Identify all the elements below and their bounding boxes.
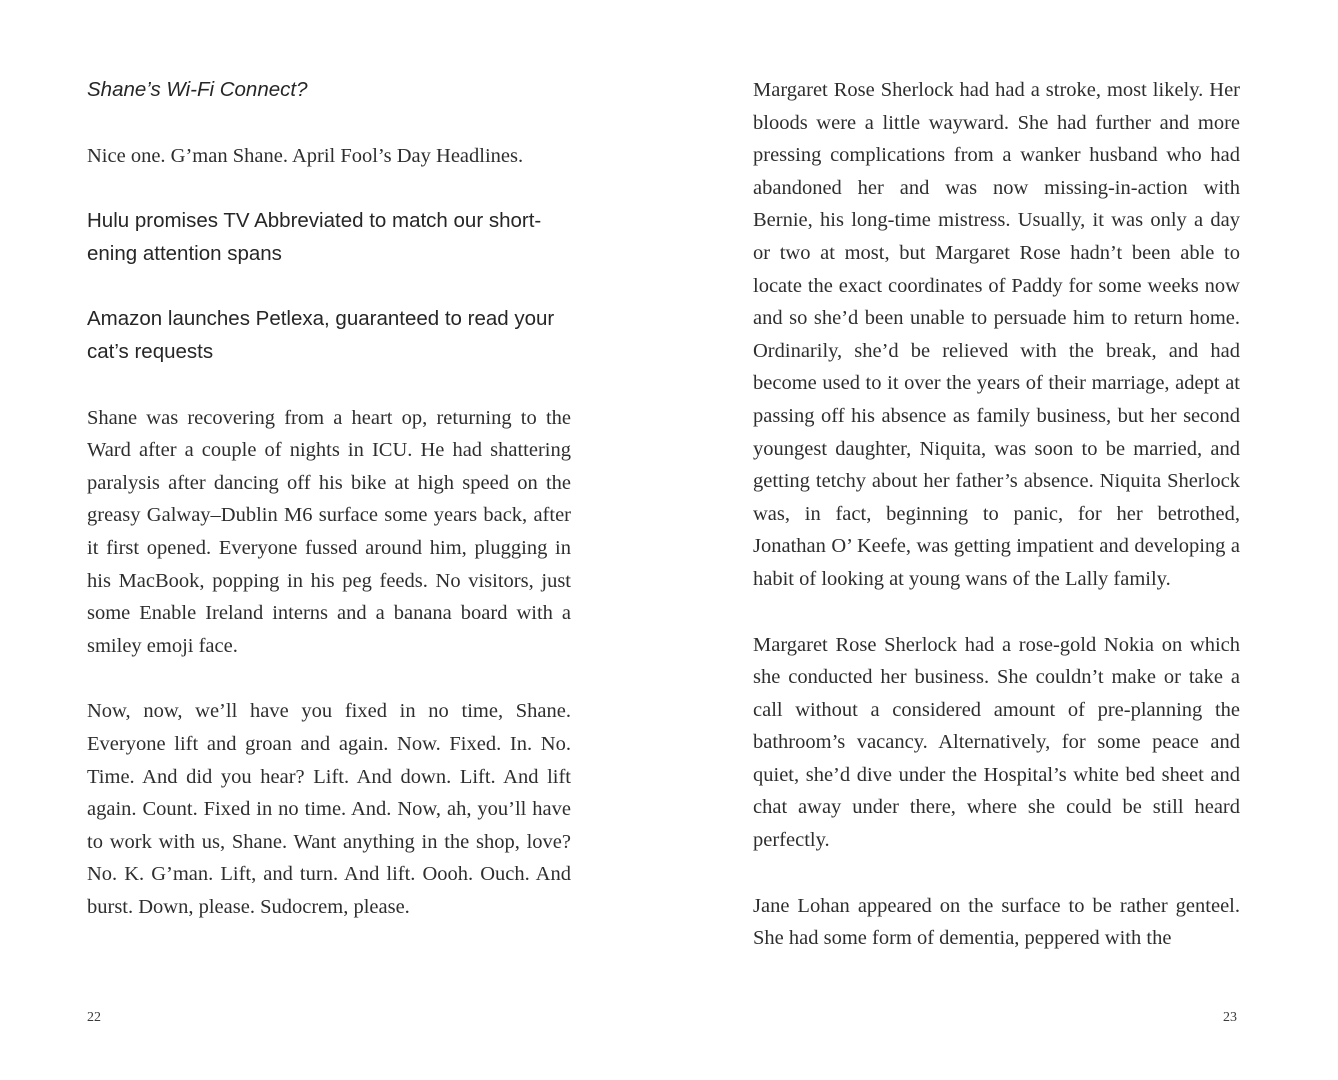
- intro-line: Nice one. G’man Shane. April Fool’s Day Headlines.: [87, 144, 524, 167]
- right-page: [669, 0, 1338, 1080]
- paragraph-jane-lohan: Jane Lohan appeared on the surface to be rather genteel. She had some form of dementia, peppered with the: [753, 894, 1240, 950]
- left-page-content: [87, 74, 571, 923]
- paragraph-shane-dialogue: Now, now, we’ll have you fixed in no time, Shane. Everyone lift and groan and again. Now. Fixed. In. No. Time. And did you hear? Lift. And down. Lift. And lift again. Count. Fixed in no time. And. Now, ah, you’ll have to work with us, Shane. Want anything in the shop, love? No. K. G’man. Lift, and turn. And lift. Oooh. Ouch. And burst. Down, please. Sudocrem, please.: [87, 700, 571, 918]
- section-heading: Shane’s Wi-Fi Connect?: [87, 78, 308, 101]
- headline-hulu: Hulu promises TV Abbreviated to match our shortening attention spans: [87, 209, 542, 265]
- paragraph-shane-recovery: Shane was recovering from a heart op, returning to the Ward after a couple of nights in ICU. He had shattering paralysis after dancing off his bike at high speed on the greasy Galway–Dublin M6 surface some years back, after it first opened. Everyone fussed around him, plugging in his MacBook, popping in his peg feeds. No visitors, just some Enable Ireland interns and a banana board with a smiley emoji face.: [87, 406, 571, 657]
- headline-amazon: Amazon launches Petlexa, guaranteed to read your cat’s requests: [87, 307, 555, 363]
- right-page-content: [753, 74, 1240, 955]
- page-number-right: 23: [1223, 1010, 1237, 1025]
- paragraph-margaret-stroke: Margaret Rose Sherlock had had a stroke, most likely. Her bloods were a little wayward. She had further and more pressing complications from a wanker husband who had abandoned her and was now missing-in-action with Bernie, his long-time mistress. Usually, it was only a day or two at most, but Margaret Rose hadn’t been able to locate the exact coordinates of Paddy for some weeks now and so she’d been unable to persuade him to return home. Ordinarily, she’d be relieved with the break, and had become used to it over the years of their marriage, adept at passing off his absence as family business, but her second youngest daughter, Niquita, was soon to be married, and getting tetchy about her father’s absence. Niquita Sherlock was, in fact, beginning to panic, for her betrothed, Jonathan O’ Keefe, was getting impatient and developing a habit of looking at young wans of the Lally family.: [753, 79, 1240, 590]
- page-number-left: 22: [87, 1010, 101, 1025]
- paragraph-margaret-nokia: Margaret Rose Sherlock had a rose-gold Nokia on which she conducted her business. She couldn’t make or take a call without a considered amount of pre-planning the bathroom’s vacancy. Alternatively, for some peace and quiet, she’d dive under the Hospital’s white bed sheet and chat away under there, where she could be still heard perfectly.: [753, 633, 1240, 852]
